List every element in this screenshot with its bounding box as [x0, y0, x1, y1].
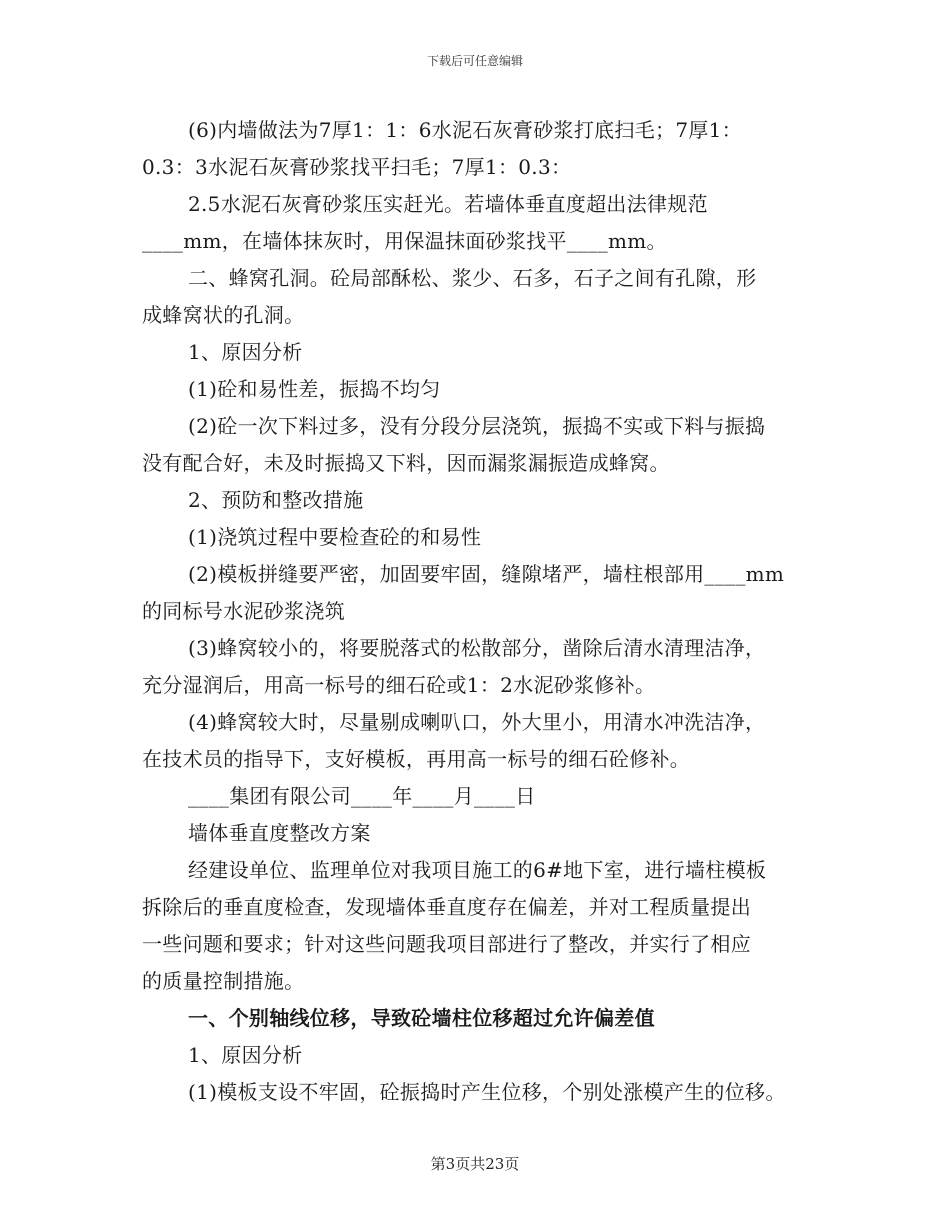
paragraph-line: 一、个别轴线位移，导致砼墙柱位移超过允许偏差值 — [188, 1006, 655, 1030]
paragraph-line: (4)蜂窝较大时，尽量剔成喇叭口，外大里小，用清水冲洗洁净， — [188, 710, 766, 734]
paragraph-line: 经建设单位、监理单位对我项目施工的6#地下室，进行墙柱模板 — [188, 858, 767, 882]
paragraph-line: ____mm，在墙体抹灰时，用保温抹面砂浆找平____mm。 — [142, 229, 667, 253]
paragraph-line: (3)蜂窝较小的，将要脱落式的松散部分，凿除后清水清理洁净， — [188, 636, 766, 660]
document-body — [142, 112, 822, 1111]
paragraph-line: 2.5水泥石灰膏砂浆压实赶光。若墙体垂直度超出法律规范 — [188, 192, 708, 216]
paragraph-line: (1)浇筑过程中要检查砼的和易性 — [188, 525, 482, 549]
paragraph-line: (2)砼一次下料过多，没有分段分层浇筑，振捣不实或下料与振捣 — [188, 414, 766, 438]
paragraph-line: 没有配合好，未及时振捣又下料，因而漏浆漏振造成蜂窝。 — [142, 451, 670, 475]
paragraph-line: (1)模板支设不牢固，砼振捣时产生位移，个别处涨模产生的位移。 — [188, 1080, 786, 1104]
paragraph-line: (2)模板拼缝要严密，加固要牢固，缝隙堵严，墙柱根部用____mm — [188, 562, 785, 586]
paragraph-line: 0.3：3水泥石灰膏砂浆找平扫毛；7厚1：0.3： — [142, 155, 572, 179]
paragraph-line: 的同标号水泥砂浆浇筑 — [142, 599, 345, 623]
paragraph-line: 墙体垂直度整改方案 — [188, 821, 371, 845]
paragraph-line: (6)内墙做法为7厚1：1：6水泥石灰膏砂浆打底扫毛；7厚1： — [188, 118, 742, 142]
page-footer: 第3页共23页 — [430, 1155, 520, 1173]
paragraph-line: 1、原因分析 — [188, 1043, 303, 1067]
paragraph-line: 在技术员的指导下，支好模板，再用高一标号的细石砼修补。 — [142, 747, 691, 771]
paragraph-line: 充分湿润后，用高一标号的细石砼或1：2水泥砂浆修补。 — [142, 673, 656, 697]
paragraph-line: 2、预防和整改措施 — [188, 488, 364, 512]
paragraph-line: (1)砼和易性差，振捣不均匀 — [188, 377, 441, 401]
paragraph-line: 成蜂窝状的孔洞。 — [142, 303, 305, 327]
paragraph-line: 拆除后的垂直度检查，发现墙体垂直度存在偏差，并对工程质量提出 — [142, 895, 751, 919]
paragraph-line: 二、蜂窝孔洞。砼局部酥松、浆少、石多，石子之间有孔隙，形 — [188, 266, 757, 290]
paragraph-line: 一些问题和要求；针对这些问题我项目部进行了整改，并实行了相应 — [142, 932, 751, 956]
paragraph-line: 的质量控制措施。 — [142, 969, 305, 993]
page-header: 下载后可任意编辑 — [426, 54, 523, 68]
paragraph-line: ____集团有限公司____年____月____日 — [188, 784, 536, 808]
paragraph-line: 1、原因分析 — [188, 340, 303, 364]
